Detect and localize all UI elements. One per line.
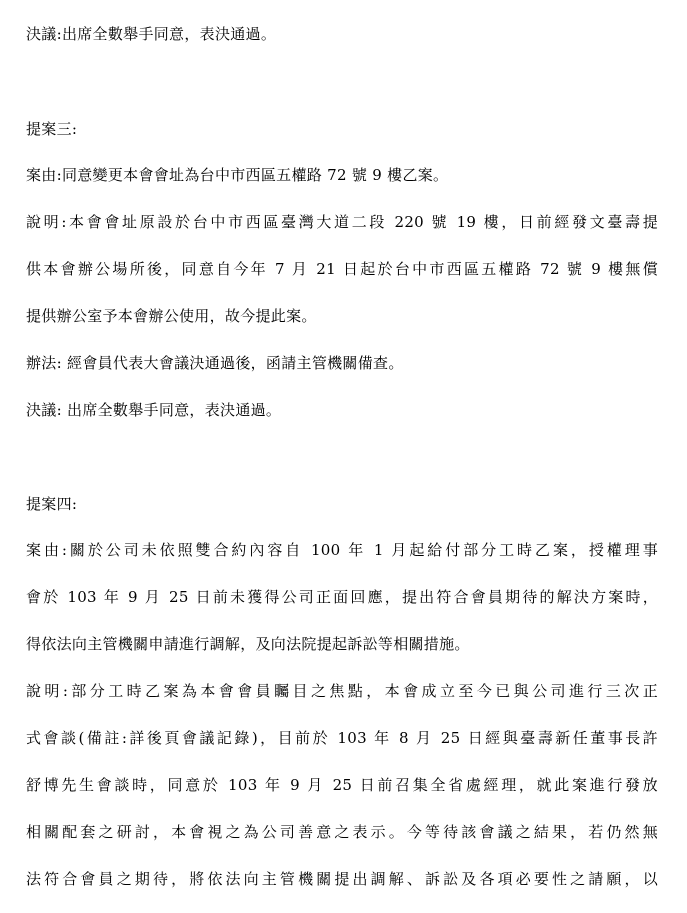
cause-line: 案由:同意變更本會會址為台中市西區五權路 72 號 9 樓乙案。 — [26, 166, 449, 184]
explanation-line: 說明:本會會址原設於台中市西區臺灣大道二段 220 號 19 樓，日前經發文臺壽提 — [26, 213, 658, 231]
resolution-line: 決議: 出席全數舉手同意，表決通過。 — [26, 401, 282, 419]
explanation-line: 提供辦公室予本會辦公使用，故今提此案。 — [26, 307, 317, 325]
proposal-heading: 提案四: — [26, 495, 78, 513]
explanation-line: 式會談(備註:詳後頁會議記錄)，目前於 103 年 8 月 25 日經與臺壽新任董事長許 — [26, 729, 658, 747]
explanation-line: 說明:部分工時乙案為本會會員矚目之焦點，本會成立至今已與公司進行三次正 — [26, 682, 658, 700]
cause-line: 會於 103 年 9 月 25 日前未獲得公司正面回應，提出符合會員期待的解決方案時， — [26, 588, 658, 606]
explanation-line: 相關配套之研討，本會視之為公司善意之表示。今等待該會議之結果，若仍然無 — [26, 823, 658, 841]
method-line: 辦法: 經會員代表大會議決通過後，函請主管機關備查。 — [26, 354, 404, 372]
resolution-line: 決議:出席全數舉手同意，表決通過。 — [26, 25, 277, 43]
explanation-line: 舒博先生會談時，同意於 103 年 9 月 25 日前召集全省處經理，就此案進行發放 — [26, 776, 658, 794]
explanation-line: 法符合會員之期待，將依法向主管機關提出調解、訴訟及各項必要性之請願，以 — [26, 870, 658, 888]
cause-line: 得依法向主管機關申請進行調解，及向法院提起訴訟等相關措施。 — [26, 635, 470, 653]
explanation-line: 供本會辦公場所後，同意自今年 7 月 21 日起於台中市西區五權路 72 號 9 樓無償 — [26, 260, 658, 278]
proposal-heading: 提案三: — [26, 120, 78, 138]
cause-line: 案由:關於公司未依照雙合約內容自 100 年 1 月起給付部分工時乙案，授權理事 — [26, 541, 658, 559]
